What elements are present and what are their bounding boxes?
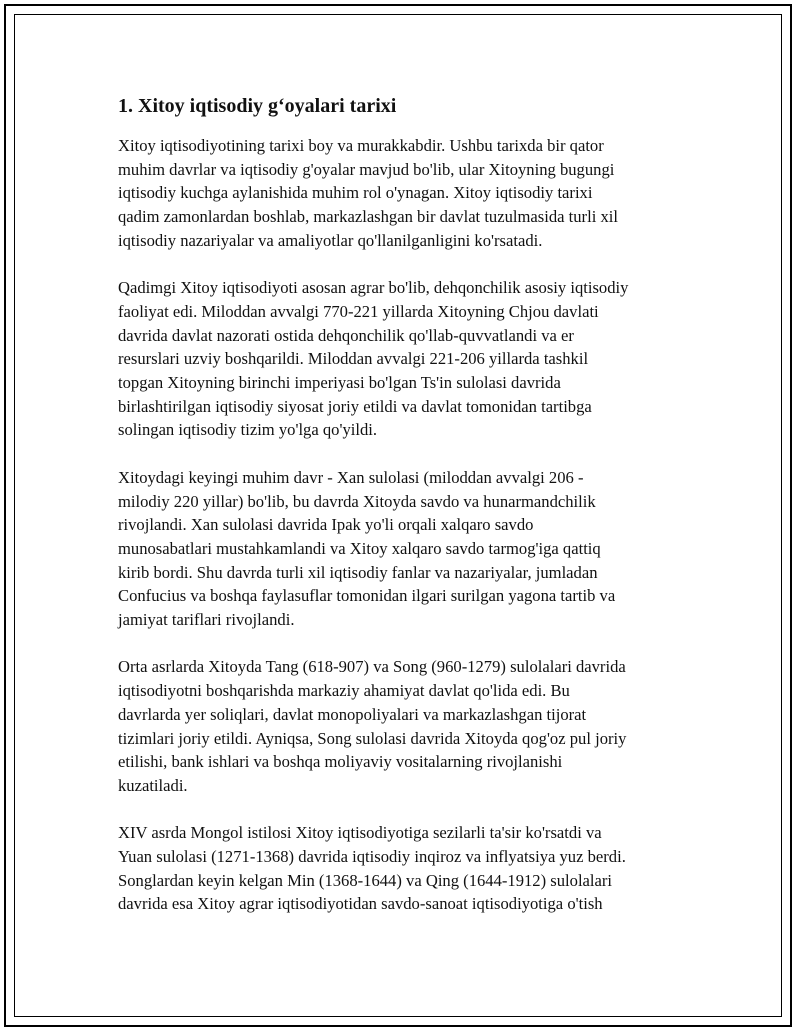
paragraph-line: XIV asrda Mongol istilosi Xitoy iqtisodiyotiga sezilarli ta'sir ko'rsatdi va [118,823,602,843]
paragraph [118,821,693,916]
paragraph [118,655,693,797]
paragraph-line: Qadimgi Xitoy iqtisodiyoti asosan agrar bo'lib, dehqonchilik asosiy iqtisodiy [118,278,629,298]
section-heading: 1. Xitoy iqtisodiy g‘oyalari tarixi [118,95,397,117]
paragraph-line: kirib bordi. Shu davrda turli xil iqtisodiy fanlar va nazariyalar, jumladan [118,562,598,582]
paragraph-line: Orta asrlarda Xitoyda Tang (618-907) va Song (960-1279) sulolalari davrida [118,657,626,677]
paragraph-line: iqtisodiy nazariyalar va amaliyotlar qo'llanilganligini ko'rsatadi. [118,230,543,250]
paragraph-line: Confucius va boshqa faylasuflar tomonidan ilgari surilgan yagona tartib va [118,586,616,606]
paragraph-line: iqtisodiyotni boshqarishda markaziy ahamiyat davlat qo'lida edi. Bu [118,681,570,701]
paragraph-line: munosabatlari mustahkamlandi va Xitoy xalqaro savdo tarmog'iga qattiq [118,538,601,558]
paragraph [118,466,693,632]
paragraph-line: Songlardan keyin kelgan Min (1368-1644) va Qing (1644-1912) sulolalari [118,870,613,890]
paragraph-line: davrida davlat nazorati ostida dehqonchilik qo'llab-quvvatlandi va er [118,325,574,345]
paragraph-line: milodiy 220 yillar) bo'lib, bu davrda Xitoyda savdo va hunarmandchilik [118,491,596,511]
paragraph-line: iqtisodiy kuchga aylanishida muhim rol o'ynagan. Xitoy iqtisodiy tarixi [118,183,593,203]
paragraph-line: davrlarda yer soliqlari, davlat monopoliyalari va markazlashgan tijorat [118,704,587,724]
paragraph-line: resurslari uzviy boshqarildi. Miloddan avvalgi 221-206 yillarda tashkil [118,349,589,369]
paragraph-line: faoliyat edi. Miloddan avvalgi 770-221 yillarda Xitoyning Chjou davlati [118,301,599,321]
paragraphs-container [118,134,693,916]
paragraph [118,276,693,442]
paragraph-line: tizimlari joriy etildi. Ayniqsa, Song sulolasi davrida Xitoyda qog'oz pul joriy [118,728,627,748]
paragraph-line: solingan iqtisodiy tizim yo'lga qo'yildi. [118,420,378,440]
paragraph-line: qadim zamonlardan boshlab, markazlashgan bir davlat tuzulmasida turli xil [118,207,618,227]
paragraph-line: rivojlandi. Xan sulolasi davrida Ipak yo'li orqali xalqaro savdo [118,515,534,535]
paragraph-line: muhim davrlar va iqtisodiy g'oyalar mavjud bo'lib, ular Xitoyning bugungi [118,159,615,179]
paragraph-line: davrida esa Xitoy agrar iqtisodiyotidan savdo-sanoat iqtisodiyotiga o'tish [118,894,603,914]
paragraph-line: topgan Xitoyning birinchi imperiyasi bo'lgan Ts'in sulolasi davrida [118,373,561,393]
document-body [118,92,693,940]
paragraph-line: kuzatiladi. [118,775,188,795]
paragraph [118,134,693,253]
paragraph-line: Yuan sulolasi (1271-1368) davrida iqtisodiy inqiroz va inflyatsiya yuz berdi. [118,847,626,867]
paragraph-line: birlashtirilgan iqtisodiy siyosat joriy etildi va davlat tomonidan tartibga [118,396,592,416]
paragraph-line: etilishi, bank ishlari va boshqa moliyaviy vositalarning rivojlanishi [118,752,563,772]
paragraph-line: jamiyat tariflari rivojlandi. [118,610,295,630]
paragraph-line: Xitoy iqtisodiyotining tarixi boy va murakkabdir. Ushbu tarixda bir qator [118,136,604,155]
paragraph-line: Xitoydagi keyingi muhim davr - Xan sulolasi (miloddan avvalgi 206 - [118,467,584,487]
